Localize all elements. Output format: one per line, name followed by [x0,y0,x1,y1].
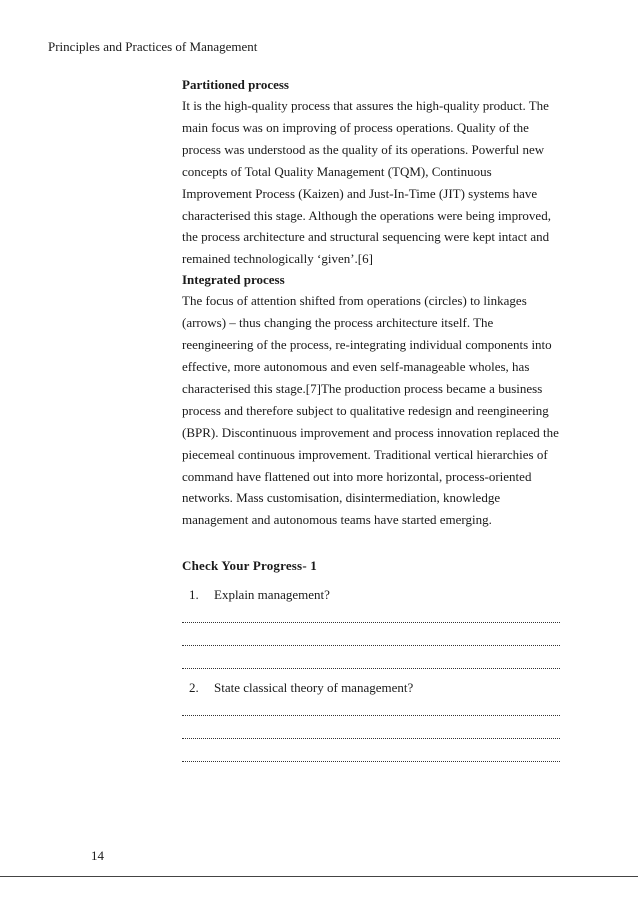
paragraph-line: command have flattened out into more horizontal, process-oriented [182,468,532,484]
section-partitioned-process [182,75,562,270]
check-progress-heading: Check Your Progress- 1 [182,558,317,574]
section-integrated-process [182,270,562,531]
question-item [182,586,562,604]
paragraph-line: process and therefore subject to qualitative redesign and reengineering [182,402,549,418]
section-heading: Integrated process [182,272,285,288]
paragraph-line: piecemeal continuous improvement. Traditional vertical hierarchies of [182,446,548,462]
paragraph-line: remained technologically ‘given’.[6] [182,251,373,267]
paragraph-line: effective, more autonomous and even self-manageable wholes, has [182,358,530,374]
question-text: State classical theory of management? [214,680,414,696]
paragraph-line: networks. Mass customisation, disintermediation, knowledge [182,490,501,506]
question-item [182,679,562,697]
question-number: 1. [189,587,199,603]
answer-lines [182,621,562,669]
paragraph-line: The focus of attention shifted from operations (circles) to linkages [182,293,527,309]
footer-divider [0,876,638,877]
answer-dotted-line [182,737,560,739]
section-heading: Partitioned process [182,77,289,92]
paragraph-line: characterised this stage.[7]The production process became a business [182,380,543,396]
answer-dotted-line [182,644,560,646]
running-header-title: Principles and Practices of Management [48,39,258,54]
answer-dotted-line [182,760,560,762]
answer-dotted-line [182,667,560,669]
paragraph-line: (BPR). Discontinuous improvement and process innovation replaced the [182,424,559,440]
paragraph-line: characterised this stage. Although the operations were being improved, [182,207,551,223]
paragraph-line: the process architecture and structural sequencing were kept intact and [182,229,550,245]
paragraph-line: management and autonomous teams have started emerging. [182,512,492,528]
paragraph-line: (arrows) – thus changing the process architecture itself. The [182,315,494,331]
page-number: 14 [91,848,104,863]
question-text: Explain management? [214,587,330,603]
answer-lines [182,714,562,762]
paragraph-line: reengineering of the process, re-integrating individual components into [182,337,552,353]
paragraph-line: process was understood as the quality of its operations. Powerful new [182,141,545,157]
page-body [182,75,562,762]
question-number: 2. [189,680,199,696]
section-paragraph [182,95,562,270]
paragraph-line: It is the high-quality process that assures the high-quality product. The [182,98,549,113]
paragraph-line: Improvement Process (Kaizen) and Just-In-Time (JIT) systems have [182,185,538,201]
section-paragraph [182,290,562,531]
paragraph-line: main focus was on improving of process operations. Quality of the [182,119,529,135]
paragraph-line: concepts of Total Quality Management (TQM), Continuous [182,163,492,179]
answer-dotted-line [182,621,560,623]
answer-dotted-line [182,714,560,716]
